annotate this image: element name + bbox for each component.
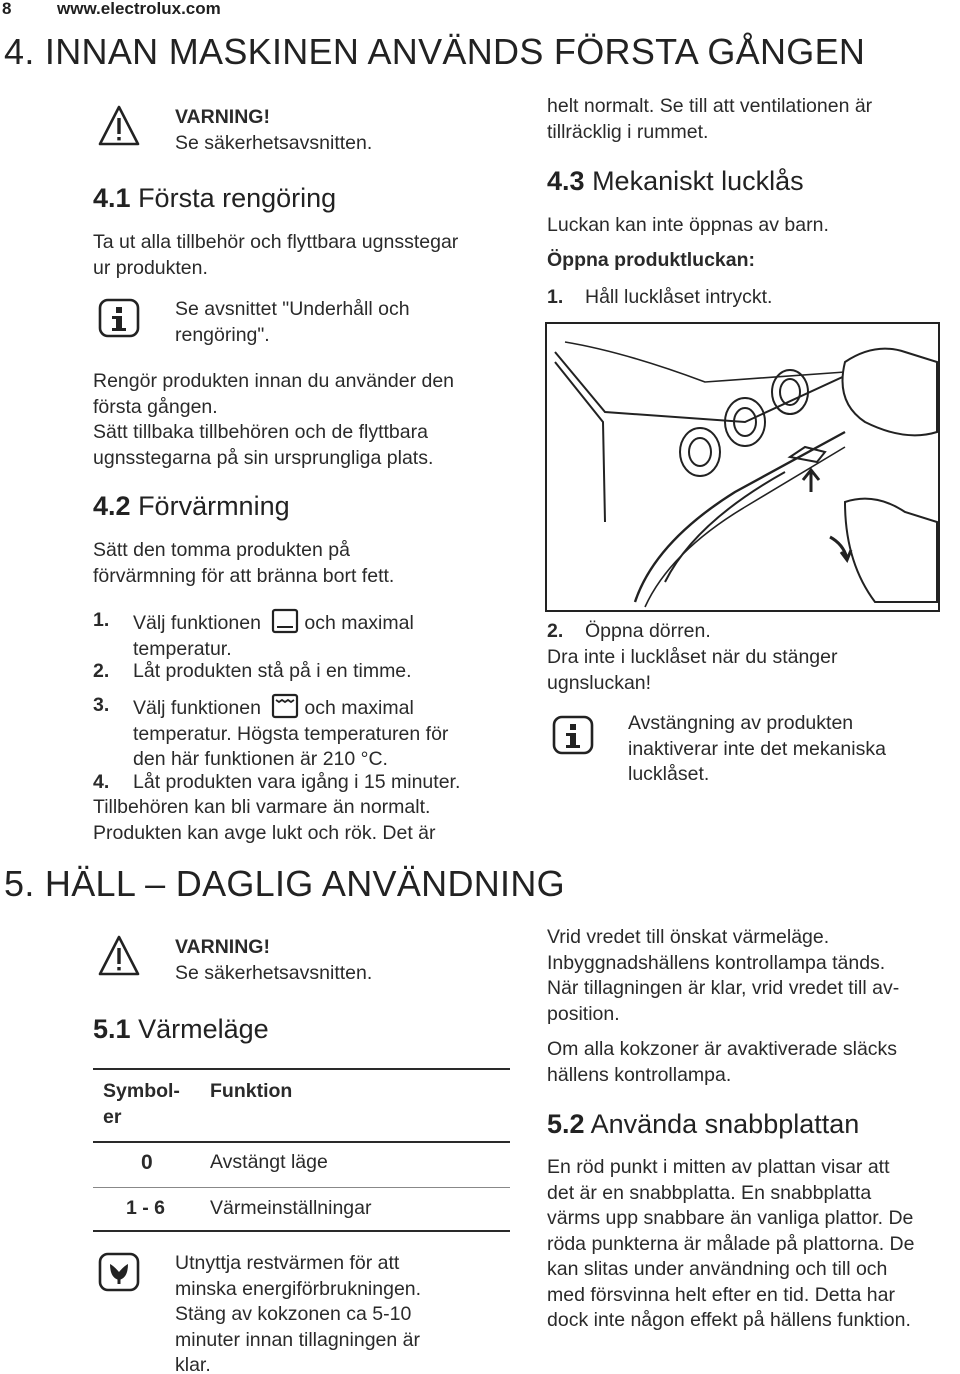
heading-4-3-number: 4.3 — [547, 166, 585, 196]
s42-intro: Sätt den tomma produkten på förvärmning för att bränna bort fett. — [93, 539, 395, 587]
lock-step-1-text: Håll lucklåset intryckt. — [585, 286, 773, 308]
eco-leaf-icon — [98, 1252, 140, 1292]
s5-col2-paragraph-2: Om alla kokzoner är avaktiverade släcks hällens kontrollampa. — [547, 1038, 898, 1086]
oven-door-lock-illustration — [545, 322, 940, 612]
heading-4-1 — [93, 182, 336, 214]
heading-4-1-number: 4.1 — [93, 183, 131, 213]
step-1-text: Välj funktionen och maximal temperatur. — [133, 608, 414, 662]
table-row-symbol: 0 — [141, 1151, 153, 1174]
heading-5-1-title: Värmeläge — [138, 1014, 269, 1044]
col2-top-text: helt normalt. Se till att ventilationen är tillräcklig i rummet. — [547, 95, 873, 143]
lock-step-2-text: Öppna dörren. — [585, 620, 711, 642]
lock-step-1-number: 1. — [547, 286, 564, 308]
warning-text-5: Se säkerhetsavsnitten. — [175, 962, 373, 984]
heading-5-1 — [93, 1013, 269, 1045]
heading-4-2-number: 4.2 — [93, 491, 131, 521]
top-heat-function-icon — [270, 693, 300, 719]
heading-4-3-title: Mekaniskt lucklås — [592, 166, 804, 196]
table-header-function: Funktion — [210, 1080, 293, 1102]
table-top-rule — [93, 1068, 510, 1070]
section-4-title: 4. INNAN MASKINEN ANVÄNDS FÖRSTA GÅNGEN — [4, 31, 866, 72]
heading-5-2-title: Använda snabbplattan — [590, 1109, 860, 1139]
s41-paragraph-2: Rengör produkten innan du använder den första gången. Sätt tillbaka tillbehören och de flyttbara ugnsstegarna på sin ursprungliga plats. — [93, 370, 455, 469]
table-row-rule — [93, 1187, 510, 1188]
s42-after-text: Tillbehören kan bli varmare än normalt. Produkten kan avge lukt och rök. Det är — [93, 796, 436, 844]
table-row-function: Värmeinställningar — [210, 1197, 372, 1219]
warning-title: VARNING! — [175, 106, 270, 128]
info-icon — [98, 298, 140, 338]
step-2-text: Låt produkten stå på i en timme. — [133, 660, 412, 682]
table-header-symbol: Symbol- er — [103, 1080, 180, 1128]
table-bottom-rule — [93, 1230, 510, 1232]
s51-info-text: Utnyttja restvärmen för att minska energiförbrukningen. Stäng av kokzonen ca 5-10 minuter innan tillagningen är klar. — [175, 1252, 422, 1374]
s43-paragraph: Luckan kan inte öppnas av barn. — [547, 214, 829, 236]
heading-5-2 — [547, 1108, 859, 1140]
heading-4-3 — [547, 165, 804, 197]
table-header-rule — [93, 1141, 510, 1143]
info-icon — [552, 715, 594, 755]
step-3-number: 3. — [93, 694, 110, 716]
s43-info-text: Avstängning av produkten inaktiverar inte det mekaniska lucklåset. — [628, 712, 886, 785]
s5-col2-paragraph-1: Vrid vredet till önskat värmeläge. Inbyggnadshällens kontrollampa tänds. När tillagningen är klar, vrid vredet till av- position. — [547, 926, 900, 1025]
s43-paragraph-2: Dra inte i lucklåset när du stänger ugnsluckan! — [547, 646, 838, 694]
step-4-text: Låt produkten vara igång i 15 minuter. — [133, 771, 461, 793]
warning-text: Se säkerhetsavsnitten. — [175, 132, 373, 154]
header-url: www.electrolux.com — [57, 0, 221, 18]
lock-step-2-number: 2. — [547, 620, 564, 642]
table-row-function: Avstängt läge — [210, 1151, 328, 1173]
heading-5-1-number: 5.1 — [93, 1014, 131, 1044]
heading-4-1-title: Första rengöring — [138, 183, 337, 213]
step-1-number: 1. — [93, 609, 110, 631]
warning-triangle-icon — [98, 104, 140, 148]
page-number: 8 — [2, 0, 12, 18]
table-row-symbol: 1 - 6 — [126, 1197, 166, 1219]
step-3-text: Välj funktionen och maximal temperatur. Högsta temperaturen för den här funktionen är 210 °C. — [133, 693, 448, 773]
warning-triangle-icon — [98, 934, 140, 978]
s41-info-text: Se avsnittet "Underhåll och rengöring". — [175, 298, 410, 346]
heading-4-2-title: Förvärmning — [138, 491, 290, 521]
step-4-number: 4. — [93, 771, 110, 793]
s52-paragraph: En röd punkt i mitten av plattan visar att det är en snabbplatta. En snabbplatta värms upp snabbare än vanliga plattor. De röda punkterna är målade på plattorna. De kan slitas under användning och till och med försvinna helt efter en tid. Detta har dock inte någon effekt på hällens funktion. — [547, 1156, 915, 1331]
section-5-title: 5. HÄLL – DAGLIG ANVÄNDNING — [4, 863, 565, 904]
heading-5-2-number: 5.2 — [547, 1109, 585, 1139]
heating-function-icon — [270, 608, 300, 634]
s43-subheading: Öppna produktluckan: — [547, 249, 756, 271]
warning-title-5: VARNING! — [175, 936, 270, 958]
heading-4-2 — [93, 490, 290, 522]
step-2-number: 2. — [93, 660, 110, 682]
s41-paragraph-1: Ta ut alla tillbehör och flyttbara ugnsstegar ur produkten. — [93, 231, 459, 279]
